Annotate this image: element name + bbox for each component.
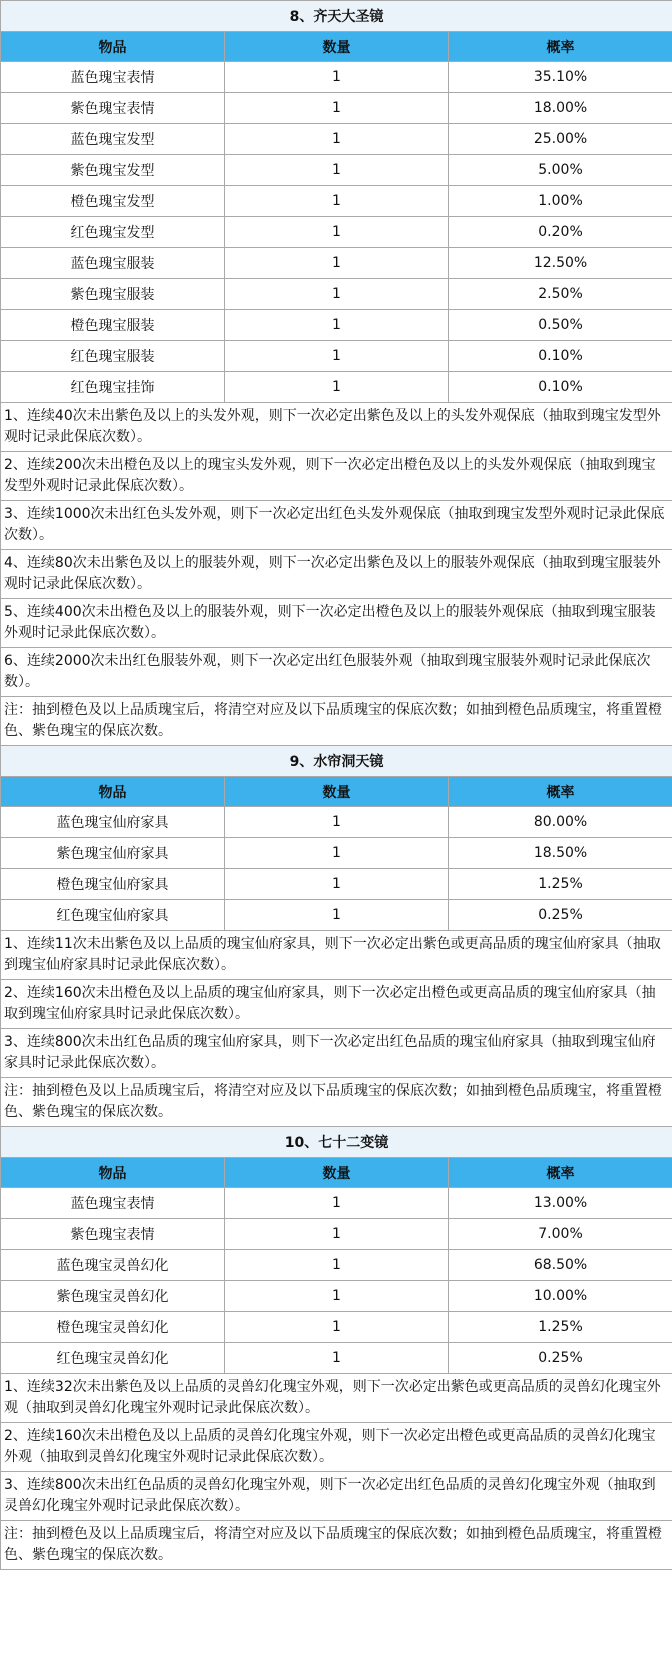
pity-rule-text: 3、连续1000次未出红色头发外观，则下一次必定出红色头发外观保底（抽取到瑰宝发型外观时记录此保底次数）。 [1, 501, 672, 550]
table-row [1, 124, 672, 155]
item-name: 红色瑰宝服装 [1, 341, 225, 372]
pity-rule-row [1, 1521, 672, 1570]
item-quantity: 1 [225, 248, 449, 279]
pity-rule-row [1, 1029, 672, 1078]
item-quantity: 1 [225, 1250, 449, 1281]
pity-rule-text: 5、连续400次未出橙色及以上的服装外观，则下一次必定出橙色及以上的服装外观保底（抽取到瑰宝服装外观时记录此保底次数）。 [1, 599, 672, 648]
item-quantity: 1 [225, 310, 449, 341]
pity-rule-row [1, 501, 672, 550]
item-probability: 18.00% [449, 93, 672, 124]
item-probability: 68.50% [449, 1250, 672, 1281]
item-probability: 0.25% [449, 1343, 672, 1374]
section-title-row [1, 1127, 672, 1158]
item-name: 蓝色瑰宝灵兽幻化 [1, 1250, 225, 1281]
item-name: 橙色瑰宝发型 [1, 186, 225, 217]
drop-rate-table-body [1, 1, 672, 1570]
item-quantity: 1 [225, 186, 449, 217]
item-quantity: 1 [225, 1219, 449, 1250]
table-row [1, 372, 672, 403]
pity-rule-text: 3、连续800次未出红色品质的瑰宝仙府家具，则下一次必定出红色品质的瑰宝仙府家具（抽取到瑰宝仙府家具时记录此保底次数）。 [1, 1029, 672, 1078]
pity-rule-row [1, 697, 672, 746]
section-title: 9、水帘洞天镜 [1, 746, 672, 777]
column-header-row [1, 1158, 672, 1188]
item-quantity: 1 [225, 1188, 449, 1219]
column-header-row [1, 777, 672, 807]
table-row [1, 279, 672, 310]
item-probability: 1.00% [449, 186, 672, 217]
item-name: 橙色瑰宝灵兽幻化 [1, 1312, 225, 1343]
item-probability: 12.50% [449, 248, 672, 279]
item-probability: 0.10% [449, 341, 672, 372]
column-header-item: 物品 [1, 32, 225, 62]
column-header-row [1, 32, 672, 62]
table-row [1, 217, 672, 248]
pity-rule-text: 4、连续80次未出紫色及以上的服装外观，则下一次必定出紫色及以上的服装外观保底（抽取到瑰宝服装外观时记录此保底次数）。 [1, 550, 672, 599]
column-header-rate: 概率 [449, 777, 672, 807]
item-probability: 0.20% [449, 217, 672, 248]
table-row [1, 310, 672, 341]
column-header-rate: 概率 [449, 1158, 672, 1188]
item-name: 紫色瑰宝发型 [1, 155, 225, 186]
pity-rule-row [1, 1472, 672, 1521]
pity-rule-text: 注：抽到橙色及以上品质瑰宝后，将清空对应及以下品质瑰宝的保底次数；如抽到橙色品质瑰宝，将重置橙色、紫色瑰宝的保底次数。 [1, 1521, 672, 1570]
pity-rule-text: 2、连续160次未出橙色及以上品质的灵兽幻化瑰宝外观，则下一次必定出橙色或更高品质的灵兽幻化瑰宝外观（抽取到灵兽幻化瑰宝外观时记录此保底次数）。 [1, 1423, 672, 1472]
pity-rule-row [1, 980, 672, 1029]
item-probability: 18.50% [449, 838, 672, 869]
item-quantity: 1 [225, 900, 449, 931]
item-quantity: 1 [225, 1343, 449, 1374]
item-name: 蓝色瑰宝表情 [1, 1188, 225, 1219]
item-probability: 1.25% [449, 869, 672, 900]
column-header-rate: 概率 [449, 32, 672, 62]
table-row [1, 1188, 672, 1219]
item-name: 紫色瑰宝灵兽幻化 [1, 1281, 225, 1312]
item-probability: 35.10% [449, 62, 672, 93]
item-quantity: 1 [225, 1281, 449, 1312]
item-quantity: 1 [225, 372, 449, 403]
item-quantity: 1 [225, 93, 449, 124]
table-row [1, 869, 672, 900]
pity-rule-row [1, 599, 672, 648]
item-probability: 1.25% [449, 1312, 672, 1343]
section-title-row [1, 746, 672, 777]
pity-rule-text: 1、连续11次未出紫色及以上品质的瑰宝仙府家具，则下一次必定出紫色或更高品质的瑰宝仙府家具（抽取到瑰宝仙府家具时记录此保底次数）。 [1, 931, 672, 980]
item-quantity: 1 [225, 279, 449, 310]
item-quantity: 1 [225, 838, 449, 869]
item-name: 紫色瑰宝服装 [1, 279, 225, 310]
item-probability: 5.00% [449, 155, 672, 186]
table-row [1, 93, 672, 124]
item-name: 红色瑰宝灵兽幻化 [1, 1343, 225, 1374]
pity-rule-row [1, 403, 672, 452]
item-probability: 13.00% [449, 1188, 672, 1219]
item-probability: 0.25% [449, 900, 672, 931]
column-header-item: 物品 [1, 1158, 225, 1188]
item-name: 橙色瑰宝服装 [1, 310, 225, 341]
item-probability: 80.00% [449, 807, 672, 838]
table-row [1, 155, 672, 186]
table-row [1, 807, 672, 838]
item-name: 紫色瑰宝表情 [1, 93, 225, 124]
pity-rule-row [1, 648, 672, 697]
table-row [1, 1312, 672, 1343]
item-probability: 0.50% [449, 310, 672, 341]
item-quantity: 1 [225, 341, 449, 372]
item-quantity: 1 [225, 807, 449, 838]
item-name: 蓝色瑰宝仙府家具 [1, 807, 225, 838]
table-row [1, 1219, 672, 1250]
item-name: 蓝色瑰宝服装 [1, 248, 225, 279]
pity-rule-row [1, 931, 672, 980]
item-probability: 7.00% [449, 1219, 672, 1250]
table-row [1, 1281, 672, 1312]
pity-rule-text: 2、连续160次未出橙色及以上品质的瑰宝仙府家具，则下一次必定出橙色或更高品质的瑰宝仙府家具（抽取到瑰宝仙府家具时记录此保底次数）。 [1, 980, 672, 1029]
column-header-item: 物品 [1, 777, 225, 807]
section-title: 8、齐天大圣镜 [1, 1, 672, 32]
item-name: 橙色瑰宝仙府家具 [1, 869, 225, 900]
table-row [1, 900, 672, 931]
table-row [1, 341, 672, 372]
item-name: 蓝色瑰宝表情 [1, 62, 225, 93]
pity-rule-text: 2、连续200次未出橙色及以上的瑰宝头发外观，则下一次必定出橙色及以上的头发外观保底（抽取到瑰宝发型外观时记录此保底次数）。 [1, 452, 672, 501]
pity-rule-row [1, 1078, 672, 1127]
item-quantity: 1 [225, 1312, 449, 1343]
item-name: 蓝色瑰宝发型 [1, 124, 225, 155]
pity-rule-text: 3、连续800次未出红色品质的灵兽幻化瑰宝外观，则下一次必定出红色品质的灵兽幻化瑰宝外观（抽取到灵兽幻化瑰宝外观时记录此保底次数）。 [1, 1472, 672, 1521]
item-quantity: 1 [225, 155, 449, 186]
item-name: 红色瑰宝挂饰 [1, 372, 225, 403]
column-header-qty: 数量 [225, 777, 449, 807]
item-quantity: 1 [225, 217, 449, 248]
pity-rule-row [1, 1423, 672, 1472]
column-header-qty: 数量 [225, 32, 449, 62]
table-row [1, 248, 672, 279]
pity-rule-text: 1、连续32次未出紫色及以上品质的灵兽幻化瑰宝外观，则下一次必定出紫色或更高品质的灵兽幻化瑰宝外观（抽取到灵兽幻化瑰宝外观时记录此保底次数）。 [1, 1374, 672, 1423]
section-title: 10、七十二变镜 [1, 1127, 672, 1158]
item-probability: 25.00% [449, 124, 672, 155]
pity-rule-text: 注：抽到橙色及以上品质瑰宝后，将清空对应及以下品质瑰宝的保底次数；如抽到橙色品质瑰宝，将重置橙色、紫色瑰宝的保底次数。 [1, 1078, 672, 1127]
item-quantity: 1 [225, 869, 449, 900]
table-row [1, 186, 672, 217]
table-row [1, 62, 672, 93]
table-row [1, 838, 672, 869]
item-probability: 10.00% [449, 1281, 672, 1312]
item-name: 红色瑰宝发型 [1, 217, 225, 248]
table-row [1, 1250, 672, 1281]
column-header-qty: 数量 [225, 1158, 449, 1188]
item-name: 紫色瑰宝表情 [1, 1219, 225, 1250]
item-quantity: 1 [225, 62, 449, 93]
pity-rule-row [1, 550, 672, 599]
pity-rule-text: 6、连续2000次未出红色服装外观，则下一次必定出红色服装外观（抽取到瑰宝服装外观时记录此保底次数）。 [1, 648, 672, 697]
pity-rule-row [1, 452, 672, 501]
table-row [1, 1343, 672, 1374]
pity-rule-text: 注：抽到橙色及以上品质瑰宝后，将清空对应及以下品质瑰宝的保底次数；如抽到橙色品质瑰宝，将重置橙色、紫色瑰宝的保底次数。 [1, 697, 672, 746]
item-quantity: 1 [225, 124, 449, 155]
pity-rule-text: 1、连续40次未出紫色及以上的头发外观，则下一次必定出紫色及以上的头发外观保底（抽取到瑰宝发型外观时记录此保底次数）。 [1, 403, 672, 452]
item-probability: 2.50% [449, 279, 672, 310]
item-name: 红色瑰宝仙府家具 [1, 900, 225, 931]
item-probability: 0.10% [449, 372, 672, 403]
pity-rule-row [1, 1374, 672, 1423]
section-title-row [1, 1, 672, 32]
item-name: 紫色瑰宝仙府家具 [1, 838, 225, 869]
